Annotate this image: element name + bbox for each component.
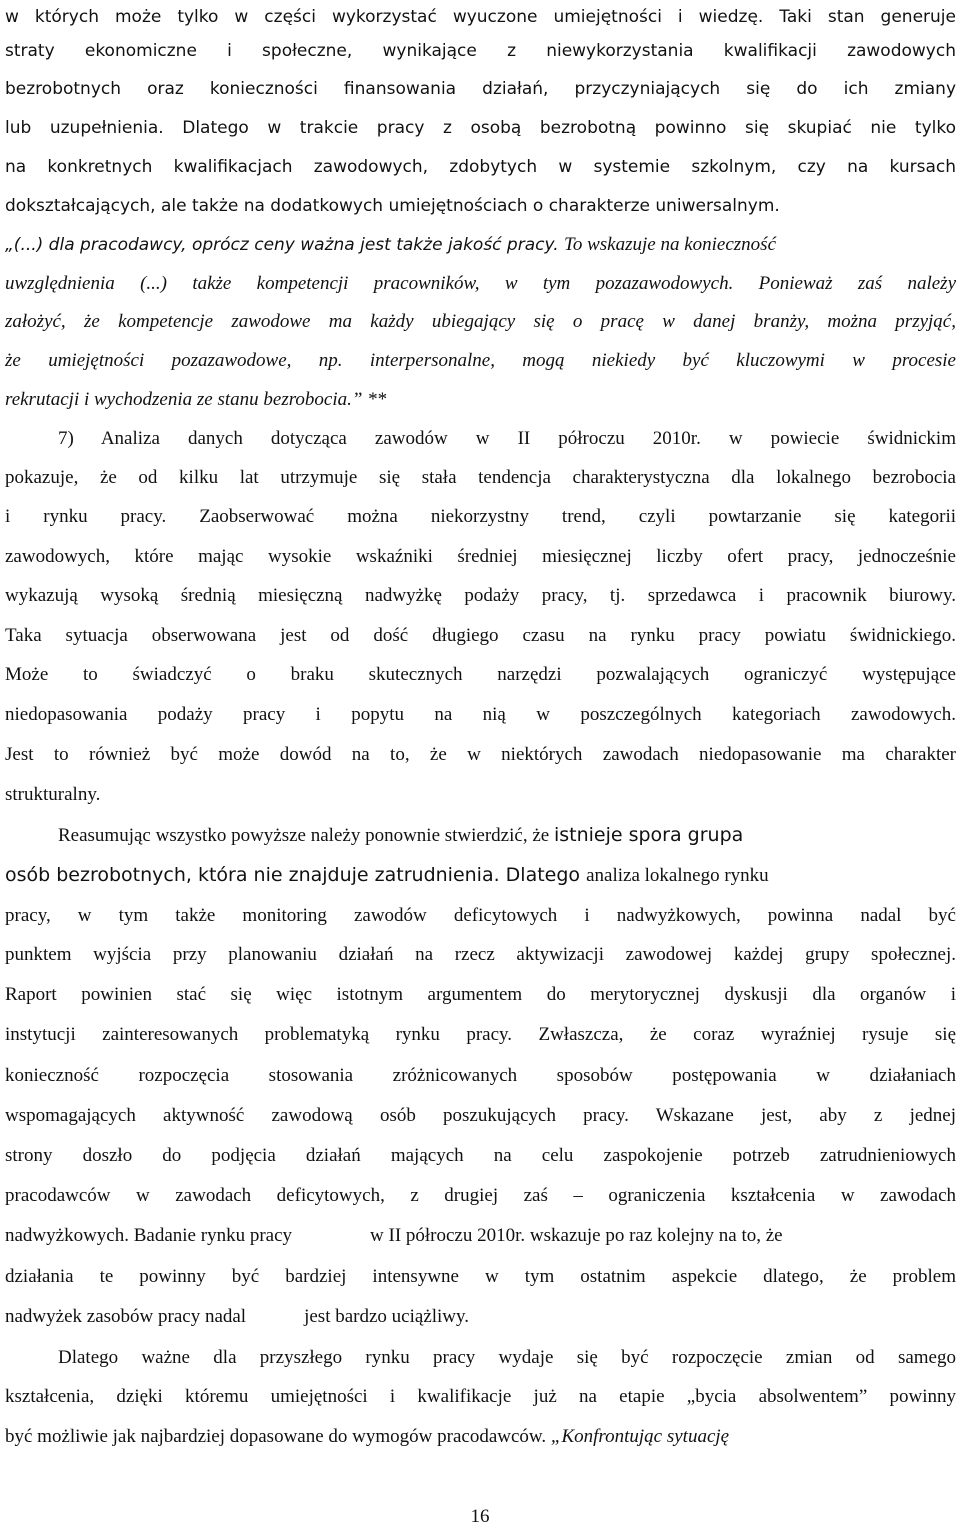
text-line [5, 463, 956, 493]
section-heading-line [58, 424, 956, 454]
text-line [5, 740, 956, 770]
text-segment: lub uzupełnienia. Dlatego w trakcie pracy z osobą bezrobotną powinno się skupiać nie tylko [5, 118, 956, 138]
text-line [58, 1343, 956, 1373]
text-segment: „(...) dla pracodawcy, oprócz ceny ważna jest także jakość pracy. [5, 235, 565, 255]
text-segment: strukturalny. [5, 784, 101, 805]
text-line [5, 1061, 956, 1091]
text-segment: dokształcających, ale także na dodatkowych umiejętnościach o charakterze uniwersalnym. [5, 196, 780, 216]
text-segment: i rynku pracy. Zaobserwować można niekorzystny trend, czyli powtarzanie się kategorii [5, 506, 956, 527]
text-line [5, 700, 956, 730]
text-segment: pracy, w tym także monitoring zawodów deficytowych i nadwyżkowych, powinna nadal być [5, 905, 956, 926]
text-line [5, 860, 956, 890]
text-line [5, 191, 956, 221]
text-line [5, 1302, 956, 1332]
text-line [5, 780, 956, 810]
text-segment: Taka sytuacja obserwowana jest od dość długiego czasu na rynku pracy powiatu świdnickiego. [5, 625, 956, 646]
text-segment: jest bardzo uciążliwy. [304, 1306, 470, 1327]
text-segment: rekrutacji i wychodzenia ze stanu bezrobocia.” ** [5, 389, 387, 410]
text-segment: kształcenia, dzięki któremu umiejętności i kwalifikacje już na etapie „bycia absolwentem” powinny [5, 1386, 956, 1407]
text-segment: instytucji zainteresowanych problematyką rynku pracy. Zwłaszcza, że coraz wyraźniej rysuje się [5, 1024, 956, 1045]
text-segment: Reasumując wszystko powyższe należy ponownie stwierdzić, że [58, 825, 554, 846]
text-segment: pracodawców w zawodach deficytowych, z drugiej zaś – ograniczenia kształcenia w zawodach [5, 1185, 956, 1206]
text-line [5, 1101, 956, 1131]
text-segment: być możliwie jak najbardziej dopasowane do wymogów pracodawców. [5, 1426, 551, 1447]
text-line [5, 940, 956, 970]
text-line [5, 1141, 956, 1171]
text-segment: istnieje spora grupa [553, 824, 744, 846]
text-segment: nadwyżek zasobów pracy nadal [5, 1306, 247, 1327]
text-segment: strony doszło do podjęcia działań mających na celu zaspokojenie potrzeb zatrudnieniowych [5, 1145, 956, 1166]
text-segment: wykazują wysoką średnią miesięczną nadwyżkę podaży pracy, tj. sprzedawca i pracownik biurowy. [5, 585, 956, 606]
text-line [5, 980, 956, 1010]
text-segment: straty ekonomiczne i społeczne, wynikające z niewykorzystania kwalifikacji zawodowych [5, 41, 956, 61]
text-line [5, 581, 956, 611]
text-segment: analiza lokalnego rynku [586, 865, 769, 886]
text-line [5, 1221, 956, 1251]
text-segment: Jest to również być może dowód na to, że w niektórych zawodach niedopasowanie ma charakter [5, 744, 956, 765]
text-segment: że umiejętności pozazawodowe, np. interpersonalne, mogą niekiedy być kluczowymi w procesie [5, 350, 956, 371]
text-line [5, 1422, 956, 1452]
quote-line [5, 307, 956, 337]
text-line [5, 2, 956, 32]
quote-line [5, 230, 956, 260]
text-line [5, 621, 956, 651]
text-segment: na konkretnych kwalifikacjach zawodowych, zdobytych w systemie szkolnym, czy na kursach [5, 157, 956, 177]
text-segment: w których może tylko w części wykorzystać wyuczone umiejętności i wiedzę. Taki stan generuje [5, 7, 956, 27]
text-segment: nadwyżkowych. Badanie rynku pracy [5, 1225, 293, 1246]
text-line [5, 113, 956, 143]
text-line [5, 36, 956, 66]
text-segment: bezrobotnych oraz konieczności finansowania działań, przyczyniających się do ich zmiany [5, 79, 956, 99]
text-segment: zawodowych, które mając wysokie wskaźniki średniej miesięcznej liczby ofert pracy, jednocześnie [5, 546, 956, 567]
text-line [5, 1382, 956, 1412]
text-line [5, 542, 956, 572]
text-segment: osób bezrobotnych, która nie znajduje zatrudnienia. Dlatego [5, 864, 587, 886]
text-line [5, 901, 956, 931]
text-segment: pokazuje, że od kilku lat utrzymuje się stała tendencja charakterystyczna dla lokalnego bezrobocia [5, 467, 956, 488]
text-segment: „Konfrontując sytuację [550, 1426, 730, 1447]
text-line [5, 1181, 956, 1211]
quote-line [5, 269, 956, 299]
text-line [5, 502, 956, 532]
quote-line [5, 385, 956, 415]
text-segment: uwzględnienia (...) także kompetencji pracowników, w tym pozazawodowych. Ponieważ zaś należy [5, 273, 956, 294]
text-line [5, 74, 956, 104]
text-segment: niedopasowania podaży pracy i popytu na nią w poszczególnych kategoriach zawodowych. [5, 704, 956, 725]
text-line [5, 1262, 956, 1292]
text-segment: punktem wyjścia przy planowaniu działań na rzecz aktywizacji zawodowej każdej grupy społecznej. [5, 944, 956, 965]
text-segment: w II półroczu 2010r. wskazuje po raz kolejny na to, że [370, 1225, 783, 1246]
text-line [5, 1020, 956, 1050]
text-segment: To wskazuje na konieczność [564, 234, 777, 255]
text-segment: założyć, że kompetencje zawodowe ma każdy ubiegający się o pracę w danej branży, można przyjąć, [5, 311, 956, 332]
text-line [5, 152, 956, 182]
text-line [58, 820, 956, 850]
text-segment: konieczność rozpoczęcia stosowania zróżnicowanych sposobów postępowania w działaniach [5, 1065, 956, 1086]
text-line [5, 660, 956, 690]
page-number: 16 [470, 1506, 490, 1527]
quote-line [5, 346, 956, 376]
text-segment: Dlatego ważne dla przyszłego rynku pracy wydaje się być rozpoczęcie zmian od samego [58, 1347, 956, 1368]
text-segment: 7) Analiza danych dotycząca zawodów w II półroczu 2010r. w powiecie świdnickim [58, 428, 956, 449]
text-segment: wspomagających aktywność zawodową osób poszukujących pracy. Wskazane jest, aby z jednej [5, 1105, 956, 1126]
text-segment: Może to świadczyć o braku skutecznych narzędzi pozwalających ograniczyć występujące [5, 664, 956, 685]
text-segment: Raport powinien stać się więc istotnym argumentem do merytorycznej dyskusji dla organów i [5, 984, 956, 1005]
text-segment: działania te powinny być bardziej intensywne w tym ostatnim aspekcie dlatego, że problem [5, 1266, 956, 1287]
